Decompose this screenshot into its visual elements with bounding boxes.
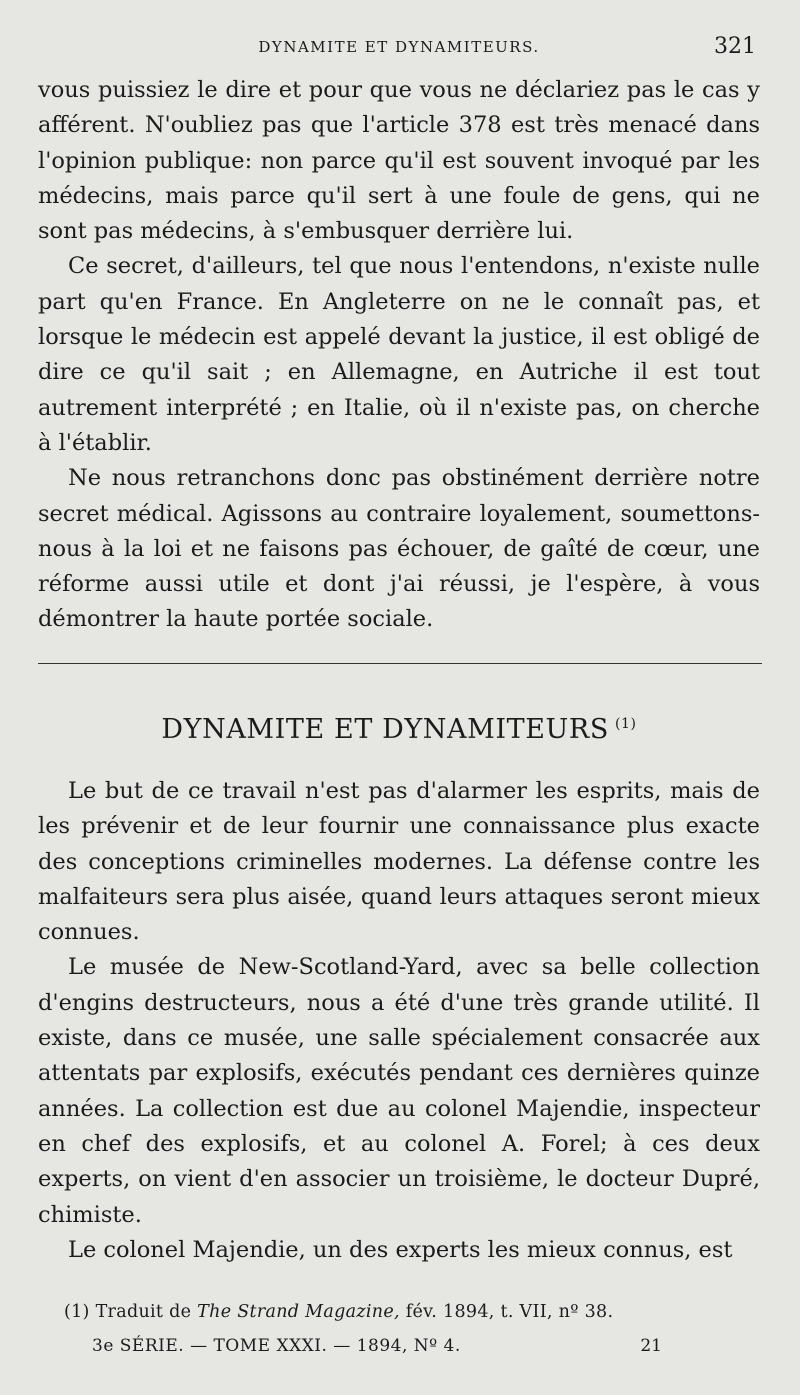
previous-article-text	[38, 73, 760, 638]
footnote-source: The Strand Magazine,	[197, 1302, 400, 1322]
paragraph: Le colonel Majendie, un des experts les mieux connus, est	[68, 1236, 733, 1263]
signature-number: 21	[640, 1336, 662, 1356]
footnote-reference: (1)	[614, 716, 637, 732]
paragraph: Le but de ce travail n'est pas d'alarmer les esprits, mais de les prévenir et de leur fournir une connaissance plus exacte des conceptions criminelles modernes. La défense contre les malfaiteurs sera plus aisée, quand leurs attaques seront mieux connues.	[38, 778, 760, 946]
running-title: DYNAMITE ET DYNAMITEURS.	[258, 38, 540, 56]
article-title-text: DYNAMITE ET DYNAMITEURS	[161, 714, 609, 745]
paragraph: Ne nous retranchons donc pas obstinément derrière notre secret médical. Agissons au contraire loyalement, soumettons-nous à la loi et ne faisons pas échouer, de gaîté de cœur, une réforme aussi utile et dont j'ai réussi, je l'espère, à vous démontrer la haute portée sociale.	[38, 465, 760, 633]
paragraph: vous puissiez le dire et pour que vous ne déclariez pas le cas y afférent. N'oubliez pas que l'article 378 est très menacé dans l'opinion publique: non parce qu'il est souvent invoqué par les médecins, mais parce qu'il sert à une foule de gens, qui ne sont pas médecins, à s'embusquer derrière lui.	[38, 77, 760, 245]
page-number: 321	[714, 34, 756, 59]
paragraph: Ce secret, d'ailleurs, tel que nous l'entendons, n'existe nulle part qu'en France. En Angleterre on ne le connaît pas, et lorsque le médecin est appelé devant la justice, il est obligé de dire ce qu'il sait ; en Allemagne, en Autriche il est tout autrement interprété ; en Italie, où il n'existe pas, on cherche à l'établir.	[38, 253, 760, 456]
footnote-marker: (1)	[64, 1302, 90, 1322]
footnote-text-after: fév. 1894, t. VII, nº 38.	[405, 1302, 614, 1322]
series-volume-line: 3e SÉRIE. — TOME XXXI. — 1894, Nº 4.	[92, 1336, 461, 1356]
footnote	[64, 1302, 613, 1322]
footnote-text-before: Traduit de	[95, 1302, 192, 1322]
article-title	[38, 714, 760, 745]
article-text	[38, 774, 760, 1268]
paragraph: Le musée de New-Scotland-Yard, avec sa belle collection d'engins destructeurs, nous a été d'une très grande utilité. Il existe, dans ce musée, une salle spécialement consacrée aux attentats par explosifs, exécutés pendant ces dernières quinze années. La collection est due au colonel Majendie, inspecteur en chef des explosifs, et au colonel A. Forel; à ces deux experts, on vient d'en associer un troisième, le docteur Dupré, chimiste.	[38, 954, 760, 1228]
section-divider	[38, 663, 762, 664]
running-head	[38, 34, 760, 60]
